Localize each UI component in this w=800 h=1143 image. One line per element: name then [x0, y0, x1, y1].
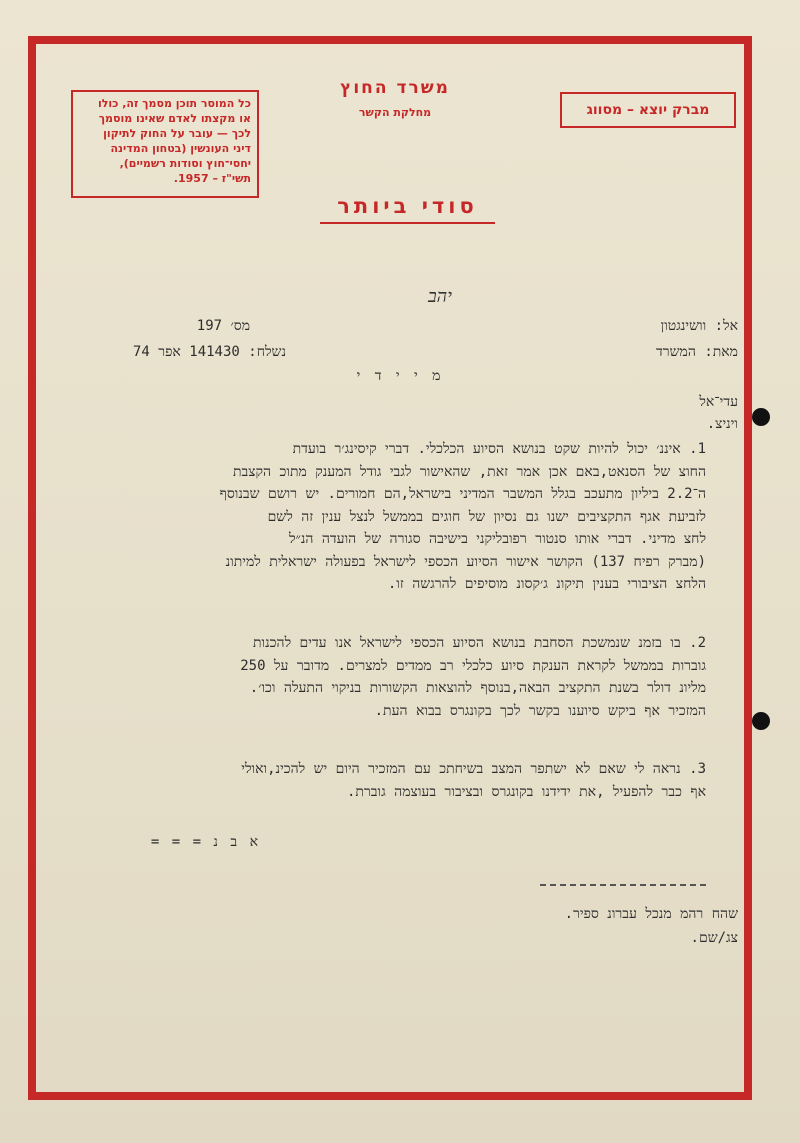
divider	[540, 884, 706, 886]
paragraph-2	[96, 632, 706, 722]
ministry-header	[310, 78, 480, 119]
legal-notice-line: תשי"ז – 1957.	[173, 172, 251, 185]
text-line: גוברות בממשל לקראת הענקת סיוע כלכלי רב ממדים למצרים. מדובר על 250	[240, 657, 706, 674]
message-number: מס׳ 197	[196, 318, 250, 334]
distribution-line-2: צג/שם.	[690, 930, 738, 946]
classification-title: סודי ביותר	[320, 194, 495, 224]
sent-timestamp: נשלח: 141430 אפר 74	[132, 344, 286, 360]
cable-type-box: מברק יוצא – מסווג	[560, 92, 736, 128]
text-line: הלחצ הציבורי בענין תיקונ ג׳קסונ מוסיפים להרגשה זו.	[387, 576, 706, 592]
text-line: ה־2.2 ביליון מתעכב בגלל המשבר המדיני בישראל,הם חמורים. יש רושם שבנוסף	[219, 486, 706, 502]
legal-notice-line: כל המוסר תוכן מסמך זה, כולו	[97, 97, 251, 110]
addressee-line-1: עדי־אל	[699, 394, 738, 410]
text-line: 1. איננ׳ יכול להיות שקט בנושא הסיוע הכלכלי. דברי קיסינג׳ר בועדת	[292, 441, 706, 457]
closing-signature: א ב נ = = =	[150, 834, 260, 850]
ministry-title: משרד החוץ	[340, 78, 450, 98]
text-line: 2. בו בזמנ שנמשכת הסחבת בנושא הסיוע הכספי לישראל אנו עדים להכנות	[253, 635, 706, 651]
text-line: המזכיר אף ביקש סיוענו בקשר לכך בקונגרס בבוא העת.	[374, 702, 706, 719]
legal-notice-line: יחסי־חוץ וסודות רשמיים),	[119, 157, 251, 170]
text-line: לזביעת אגף התקציבים ישנו גם נסיון של חוגים בממשל לנצל ענין זה לשם	[267, 508, 706, 525]
legal-notice-box	[71, 90, 259, 198]
text-line: 3. נראה לי שאם לא ישתפר המצב בשיחתכ עם המזכיר היום יש להכינ,ואולי	[241, 761, 706, 777]
distribution-line-1: שהח רהמ מנכל עברונ ספיר.	[564, 906, 738, 922]
routing-from: מאת: המשרד	[656, 344, 738, 360]
department-title: מחלקת הקשר	[358, 106, 432, 119]
handwritten-note: יהב	[428, 286, 452, 307]
legal-notice-line: לכך — עובר על החוק לתיקון	[103, 127, 251, 140]
routing-to: אל: וושינגטון	[660, 318, 738, 334]
legal-notice-line: דיני העונשין (בטחון המדינה	[110, 142, 251, 155]
text-line: (מברק רפיח 137) הקושר אישור הסיוע הכספי לישראל בפעולה ישראלית למיתונ	[225, 553, 706, 570]
text-line: אף כבר להפעיל ,את ידידנו בקונגרס ובציבור בעוצמה גוברת.	[346, 783, 706, 800]
addressee-line-2: ויניצ.	[706, 416, 738, 432]
paragraph-1	[96, 438, 706, 596]
text-line: מליונ דולר בשנת התקציב הבאה,בנוסף להוצאות הקשורות בניקוי התעלה וכו׳.	[249, 680, 706, 696]
punch-hole-icon	[752, 408, 770, 426]
paragraph-3	[96, 758, 706, 803]
legal-notice-line: או מקצתו לאדם שאינו מוסמך	[98, 112, 251, 125]
punch-hole-icon	[752, 712, 770, 730]
text-line: לחצ מדיני. דברי אותו סנטור רפובליקני בישיבה סגורה של הועדה הנ״ל	[288, 531, 706, 547]
priority-label: מ י י ד י	[356, 368, 444, 384]
text-line: החוצ של הסנאט,באם אכן אמר זאת, שהאישור לגבי גודל המענק מתוכ הקצבת	[232, 463, 706, 480]
